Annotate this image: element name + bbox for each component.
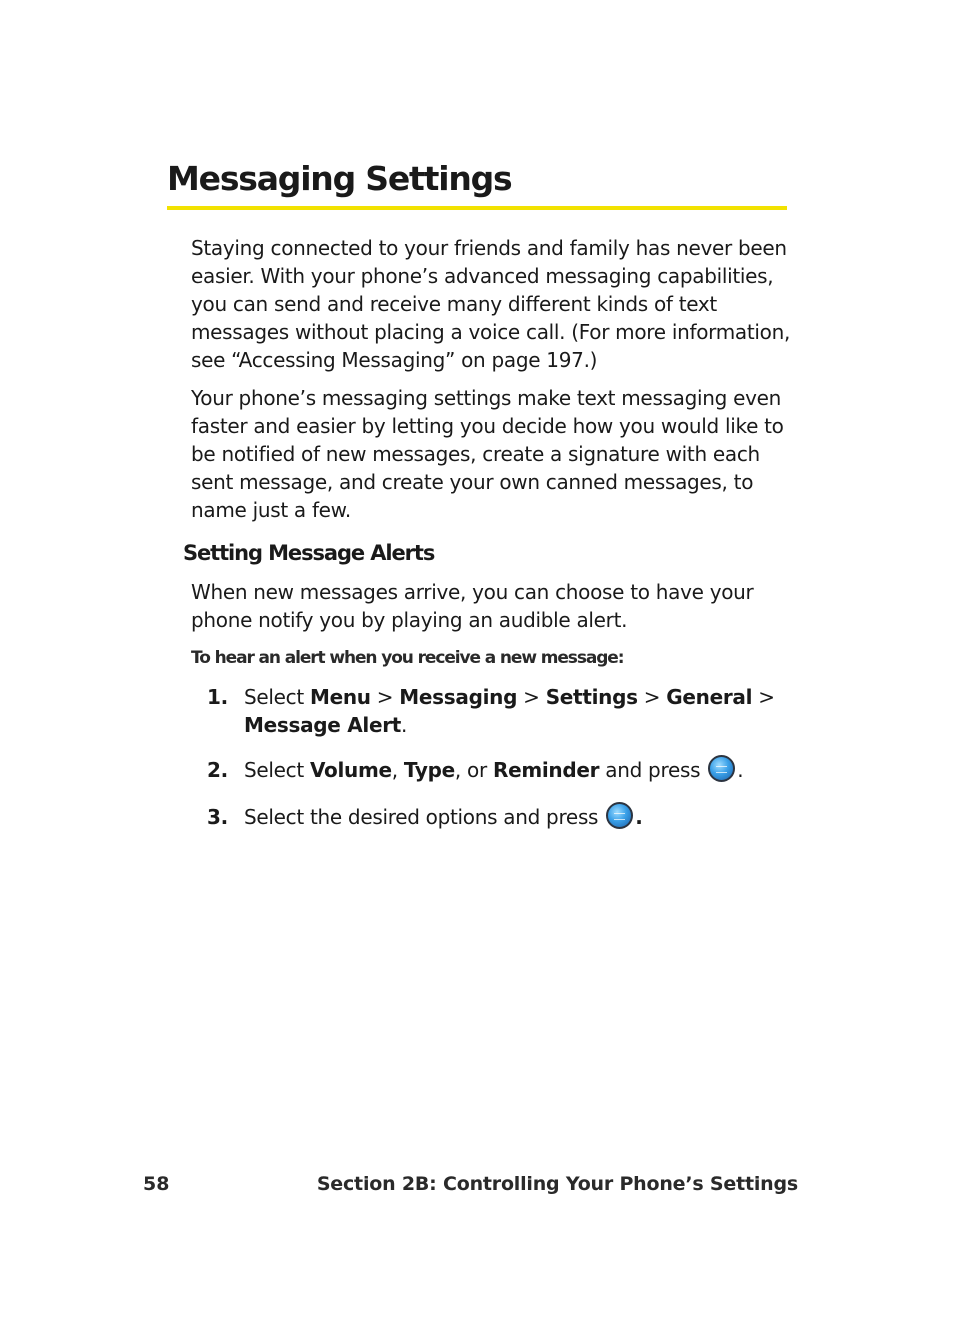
menu-ok-key-icon — [606, 802, 633, 829]
title-underline — [167, 206, 787, 210]
messaging-term: Messaging — [399, 685, 518, 709]
menu-ok-key-icon — [708, 755, 735, 782]
step-text: Select Volume, Type, or Reminder and press . — [244, 756, 789, 785]
step-text: Select Menu > Messaging > Settings > General > Message Alert. — [244, 685, 775, 737]
procedure-lead: To hear an alert when you receive a new message: — [191, 648, 624, 668]
intro-paragraph-1: Staying connected to your friends and family has never been easier. With your phone’s advanced messaging capabilities, you can send and receive many different kinds of text messages without placing a voice call. (For more information, see “Accessing Messaging” on page 197.) — [191, 236, 791, 372]
section-paragraph: When new messages arrive, you can choose to have your phone notify you by playing an audible alert. — [191, 580, 754, 632]
intro-paragraph-2: Your phone’s messaging settings make text messaging even faster and easier by letting you decide how you would like to be notified of new messages, create a signature with each sent message, and create your own canned messages, to name just a few. — [191, 386, 784, 522]
message-alert-term: Message Alert — [244, 713, 402, 737]
page-number: 58 — [143, 1173, 170, 1195]
settings-term: Settings — [545, 685, 638, 709]
volume-term: Volume — [309, 758, 392, 782]
reminder-term: Reminder — [492, 758, 600, 782]
general-term: General — [666, 685, 753, 709]
type-term: Type — [403, 758, 455, 782]
step-number: 1. — [207, 685, 228, 709]
menu-term: Menu — [309, 685, 371, 709]
step-number: 2. — [207, 758, 228, 782]
section-heading: Setting Message Alerts — [183, 541, 435, 565]
page-title: Messaging Settings — [167, 159, 512, 198]
step-number: 3. — [207, 805, 228, 829]
step-text: Select the desired options and press . — [244, 803, 789, 832]
footer-section-title: Section 2B: Controlling Your Phone’s Settings — [316, 1173, 798, 1195]
